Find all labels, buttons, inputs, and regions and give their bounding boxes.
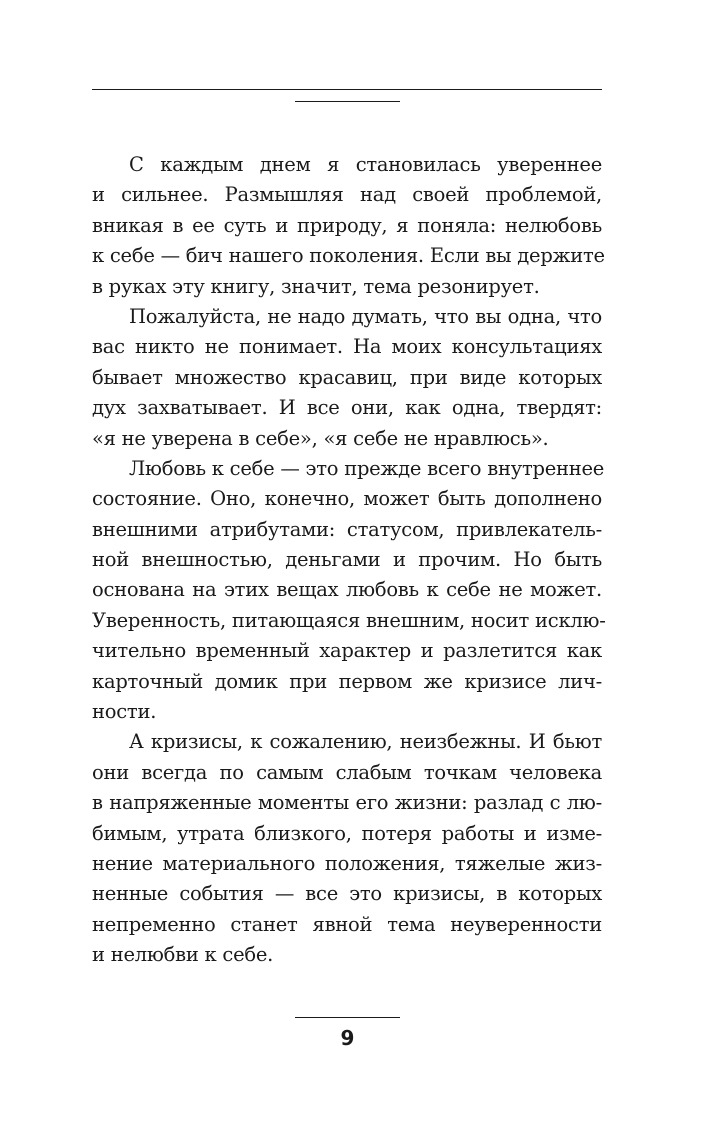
text-line: ности. <box>92 700 157 724</box>
page-number: 9 <box>340 1026 355 1050</box>
text-line: в напряженные моменты его жизни: разлад с лю- <box>92 791 602 815</box>
footer-short-rule <box>295 1017 400 1018</box>
text-line: Любовь к себе — это прежде всего внутреннее <box>129 456 605 480</box>
text-line: непременно станет явной тема неуверенности <box>92 912 602 936</box>
text-line: А кризисы, к сожалению, неизбежны. И бьют <box>129 730 602 754</box>
text-line: в руках эту книгу, значит, тема резонирует. <box>92 274 540 298</box>
text-line: Пожалуйста, не надо думать, что вы одна, что <box>129 304 602 328</box>
text-line: дух захватывает. И все они, как одна, твердят: <box>92 396 602 420</box>
text-line: «я не уверена в себе», «я себе не нравлюсь». <box>92 426 549 450</box>
text-line: ненные события — все это кризисы, в которых <box>92 882 602 906</box>
text-line: к себе — бич нашего поколения. Если вы держите <box>92 244 605 268</box>
text-line: бывает множество красавиц, при виде которых <box>92 365 602 389</box>
text-line: чительно временный характер и разлетится как <box>92 639 602 663</box>
header-rule <box>92 89 602 90</box>
text-line: они всегда по самым слабым точкам человека <box>92 760 602 784</box>
text-line: и нелюбви к себе. <box>92 943 274 967</box>
text-line: внешними атрибутами: статусом, привлекатель- <box>92 517 602 541</box>
text-line: нение материального положения, тяжелые жиз- <box>92 851 602 875</box>
text-line: и сильнее. Размышляя над своей проблемой, <box>92 183 602 207</box>
header-short-rule <box>295 101 400 102</box>
body-text <box>92 150 606 971</box>
text-line: ной внешностью, деньгами и прочим. Но быть <box>92 548 602 572</box>
text-line: вникая в ее суть и природу, я поняла: нелюбовь <box>92 213 602 237</box>
text-line: бимым, утрата близкого, потеря работы и изме- <box>92 821 602 845</box>
text-line: карточный домик при первом же кризисе лич- <box>92 669 602 693</box>
text-line: основана на этих вещах любовь к себе не может. <box>92 578 602 602</box>
text-line: вас никто не понимает. На моих консультациях <box>92 335 602 359</box>
text-line: Уверенность, питающаяся внешним, носит исклю- <box>92 608 606 632</box>
text-line: С каждым днем я становилась увереннее <box>129 153 602 176</box>
text-line: состояние. Оно, конечно, может быть дополнено <box>92 487 602 511</box>
